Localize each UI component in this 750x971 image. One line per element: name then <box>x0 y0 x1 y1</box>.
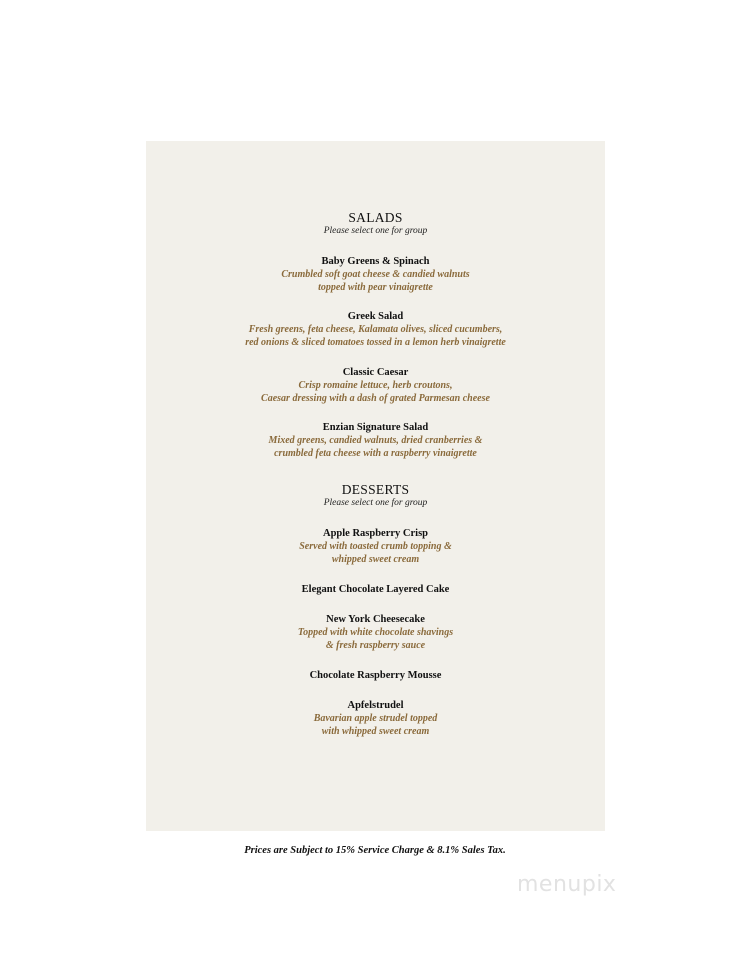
item-name: Apfelstrudel <box>347 700 404 711</box>
salads-heading: SALADS <box>348 210 403 225</box>
menu-item <box>146 583 605 596</box>
menu-item <box>146 421 605 460</box>
menu-item <box>146 613 605 652</box>
menu-item <box>146 255 605 294</box>
item-description: Fresh greens, feta cheese, Kalamata olives, sliced cucumbers, <box>248 324 503 335</box>
desserts-heading: DESSERTS <box>341 482 410 497</box>
item-description: & fresh raspberry sauce <box>325 640 426 651</box>
item-name: Chocolate Raspberry Mousse <box>309 670 442 681</box>
menupix-watermark: menupix <box>517 872 617 897</box>
menu-item <box>146 699 605 738</box>
menu-item <box>146 527 605 566</box>
item-description: Caesar dressing with a dash of grated Parmesan cheese <box>261 393 490 404</box>
item-name: Greek Salad <box>347 311 404 322</box>
item-description: crumbled feta cheese with a raspberry vinaigrette <box>274 448 477 459</box>
item-description: Mixed greens, candied walnuts, dried cranberries & <box>268 435 483 446</box>
menu-item <box>146 310 605 349</box>
item-description: Crisp romaine lettuce, herb croutons, <box>298 380 453 391</box>
menu-item <box>146 366 605 405</box>
item-name: New York Cheesecake <box>326 614 425 625</box>
item-description: whipped sweet cream <box>331 554 420 565</box>
item-description: Topped with white chocolate shavings <box>297 627 454 638</box>
item-description: Bavarian apple strudel topped <box>313 713 438 724</box>
menu-panel <box>146 141 605 831</box>
menu-item <box>146 669 605 682</box>
salads-subtitle: Please select one for group <box>323 226 428 236</box>
item-description: red onions & sliced tomatoes tossed in a lemon herb vinaigrette <box>245 337 506 348</box>
item-name: Enzian Signature Salad <box>322 422 429 433</box>
price-disclaimer: Prices are Subject to 15% Service Charge & 8.1% Sales Tax. <box>244 845 506 856</box>
item-name: Elegant Chocolate Layered Cake <box>301 584 450 595</box>
desserts-subtitle: Please select one for group <box>323 498 428 508</box>
item-description: Served with toasted crumb topping & <box>299 541 452 552</box>
item-name: Baby Greens & Spinach <box>321 256 430 267</box>
item-name: Classic Caesar <box>342 367 409 378</box>
item-name: Apple Raspberry Crisp <box>322 528 428 539</box>
item-description: with whipped sweet cream <box>321 726 430 737</box>
item-description: Crumbled soft goat cheese & candied walnuts <box>281 269 470 280</box>
item-description: topped with pear vinaigrette <box>318 282 433 293</box>
